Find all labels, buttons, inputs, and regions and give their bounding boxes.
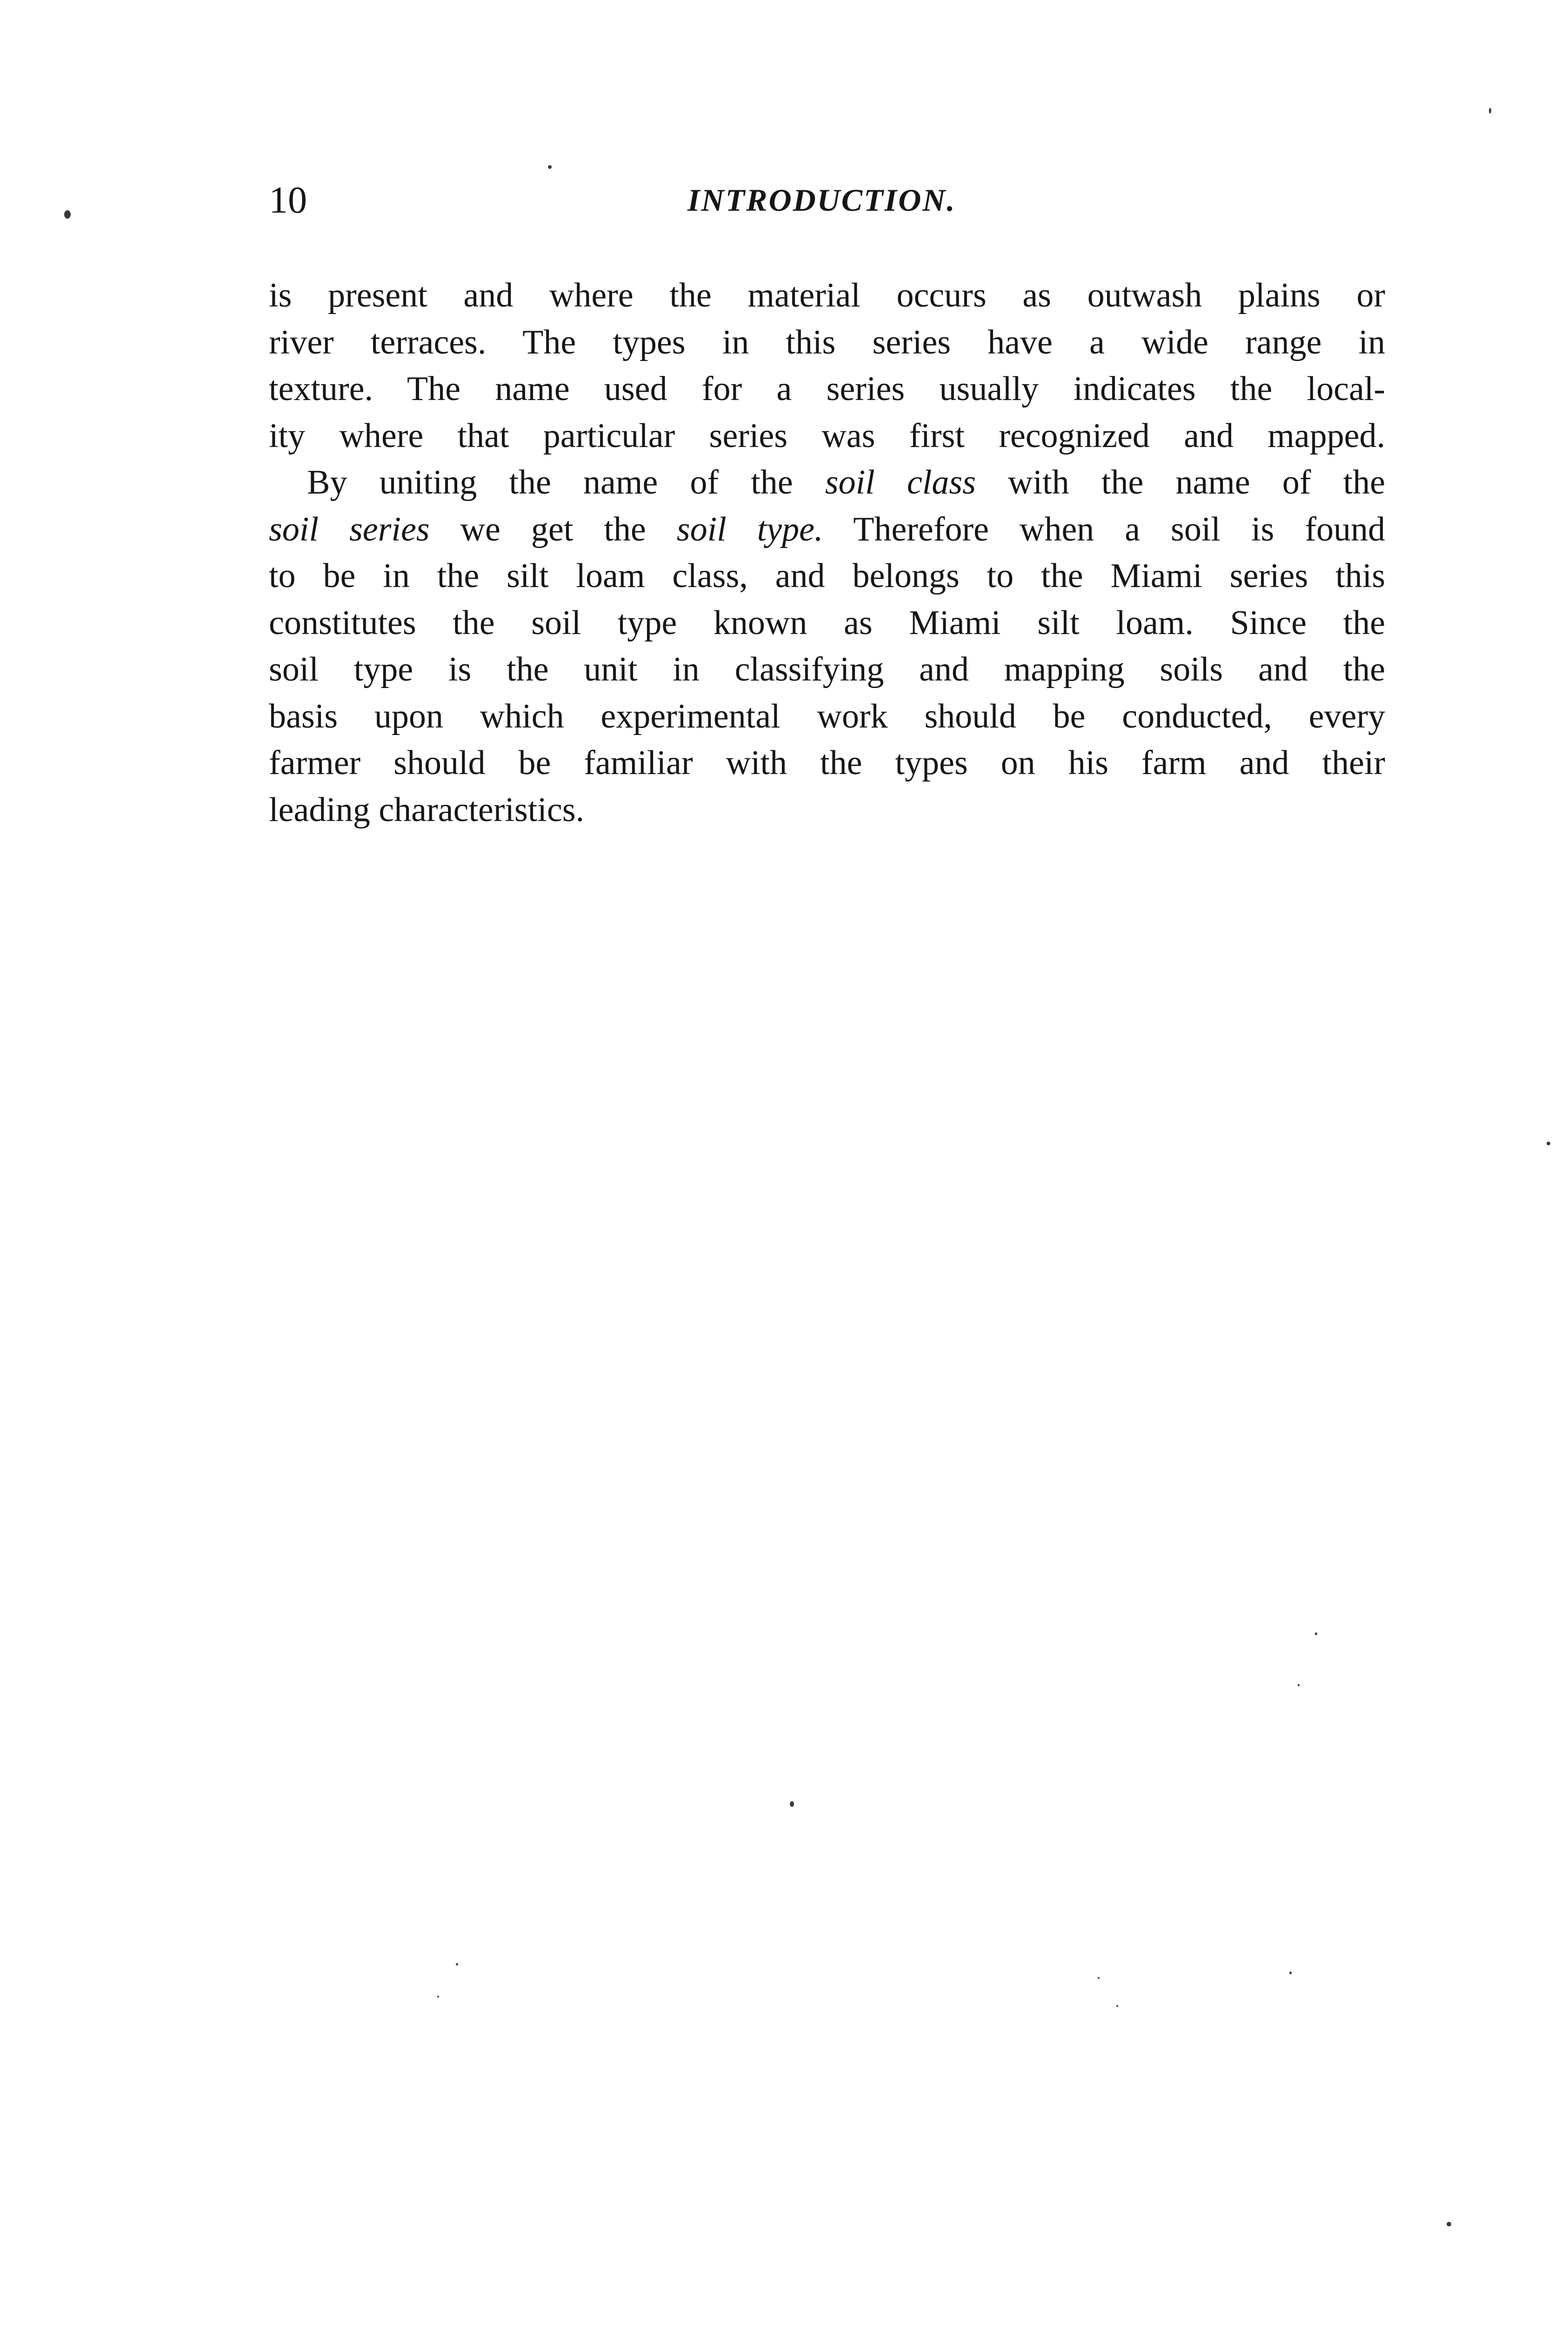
scan-speck <box>790 1801 794 1807</box>
scan-speck <box>1547 1142 1550 1145</box>
text-line: texture. The name used for a series usually indicates the local- <box>269 370 1385 408</box>
text-line: to be in the silt loam class, and belongs to the Miami series this <box>269 557 1385 595</box>
italic-term: soil class <box>825 463 976 501</box>
text-line: is present and where the material occurs as outwash plains or <box>269 276 1385 314</box>
scan-speck <box>64 210 71 219</box>
text-span: we get the <box>429 510 677 548</box>
scan-speck <box>1289 1972 1292 1974</box>
page-number: 10 <box>269 179 307 221</box>
text-span: By uniting the name of the <box>307 463 825 501</box>
text-span: Therefore when a soil is found <box>823 510 1385 548</box>
scan-speck <box>1315 1632 1317 1635</box>
scan-speck <box>456 1963 458 1965</box>
text-line: river terraces. The types in this series have a wide range in <box>269 323 1385 361</box>
scan-speck <box>548 165 552 169</box>
page-header <box>269 174 1385 226</box>
scan-speck <box>1447 2222 1451 2226</box>
text-line <box>269 506 1385 553</box>
body-text <box>269 272 1385 833</box>
italic-term: soil type. <box>676 510 823 548</box>
running-title: INTRODUCTION. <box>687 182 956 218</box>
text-line: constitutes the soil type known as Miami silt loam. Since the <box>269 603 1385 642</box>
scan-speck <box>437 1996 439 1998</box>
italic-term: soil series <box>269 510 430 548</box>
text-line: ity where that particular series was first recognized and mapped. <box>269 416 1385 455</box>
scan-speck <box>1298 1684 1300 1686</box>
text-line: basis upon which experimental work should be conducted, every <box>269 697 1385 735</box>
scan-speck <box>1489 108 1491 114</box>
text-line: farmer should be familiar with the types on his farm and their <box>269 744 1385 782</box>
scan-speck <box>1098 1977 1100 1979</box>
text-line <box>269 459 1385 506</box>
text-span: with the name of the <box>975 463 1385 501</box>
text-line: leading characteristics. <box>269 790 584 829</box>
scan-speck <box>1116 2005 1118 2007</box>
text-line: soil type is the unit in classifying and mapping soils and the <box>269 650 1385 688</box>
